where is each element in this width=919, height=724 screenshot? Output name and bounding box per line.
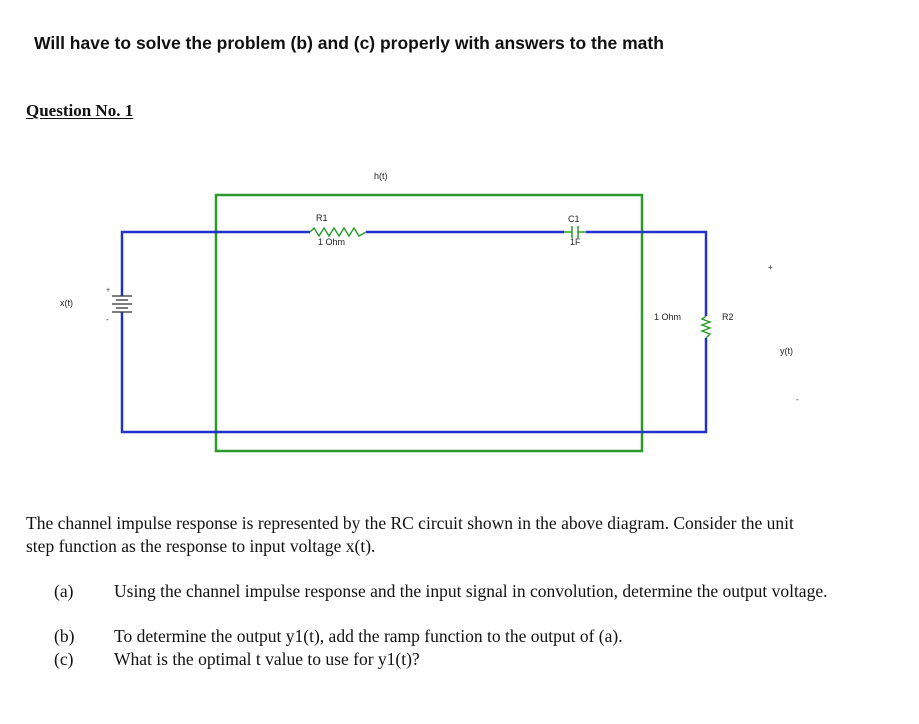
item-text: To determine the output y1(t), add the ramp function to the output of (a). [114,626,623,646]
item-text: What is the optimal t value to use for y1(t)? [114,649,420,669]
impulse-response-label: h(t) [374,171,388,181]
r2-value: 1 Ohm [654,312,682,322]
output-label: y(t) [780,346,793,356]
problem-description: The channel impulse response is represented by the RC circuit shown in the above diagram. Consider the unit step function as the response to input voltage x(t). [26,513,794,556]
item-text: Using the channel impulse response and the input signal in convolution, determine the output voltage. [114,581,828,601]
item-label: (b) [54,626,75,646]
r1-resistor-symbol [310,228,366,236]
output-plus-sign: + [768,263,773,272]
circuit-wires [122,232,706,432]
r1-value: 1 Ohm [318,237,346,247]
page-header: Will have to solve the problem (b) and (c) properly with answers to the math [34,33,664,53]
source-minus-sign: - [106,315,109,324]
r1-name: R1 [316,213,328,223]
r2-resistor-symbol [702,316,710,338]
source-plus-sign: + [106,287,111,294]
question-number: Question No. 1 [26,101,134,120]
item-label: (a) [54,581,74,601]
c1-name: C1 [568,214,580,224]
r2-name: R2 [722,312,734,322]
voltage-source-symbol [112,296,132,312]
item-label: (c) [54,649,74,669]
input-label: x(t) [60,298,73,308]
c1-value: 1F [570,237,581,247]
output-minus-sign: - [796,395,799,404]
